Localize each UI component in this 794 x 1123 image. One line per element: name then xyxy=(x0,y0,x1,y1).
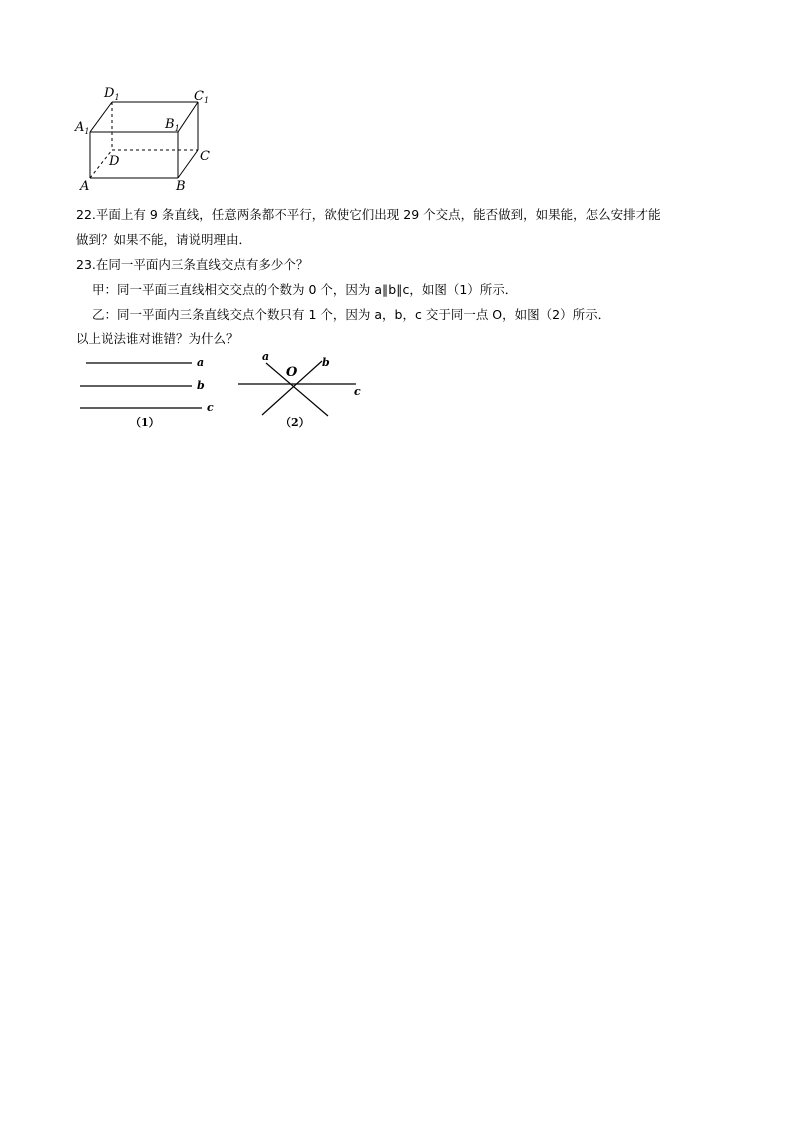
edge-b1-c1 xyxy=(178,102,198,132)
label-b: B xyxy=(176,179,186,194)
label-d: D xyxy=(109,154,120,169)
label-c: C xyxy=(200,149,210,164)
label-d1: $D_1$ xyxy=(104,86,120,102)
label-b1: $B_1$ xyxy=(165,117,180,133)
cuboid-figure xyxy=(72,84,222,194)
label-c: c xyxy=(354,385,361,398)
figure-1-parallel-lines xyxy=(70,352,220,434)
label-a1: $A_1$ xyxy=(75,120,90,136)
figure-2-concurrent-lines xyxy=(232,350,368,434)
edge-b-c xyxy=(178,150,198,178)
label-a: A xyxy=(80,179,90,194)
question-23-claim-jia: 甲：同一平面三直线相交交点的个数为 0 个，因为 a∥b∥c，如图（1）所示． xyxy=(92,282,518,297)
edge-a1-d1 xyxy=(90,102,112,132)
question-23-title: 23.在同一平面内三条直线交点有多少个？ xyxy=(76,257,309,272)
question-23-claim-yi: 乙：同一平面内三条直线交点个数只有 1 个，因为 a，b，c 交于同一点 O，如图（2）所示． xyxy=(92,307,611,322)
label-c: c xyxy=(207,401,214,414)
label-o: O xyxy=(286,365,298,380)
figure-1-caption: （1） xyxy=(130,416,160,429)
question-23-ask: 以上说法谁对谁错？为什么？ xyxy=(76,331,239,346)
label-b: b xyxy=(322,356,330,369)
question-22-line-2: 做到？如果不能，请说明理由． xyxy=(76,232,252,247)
label-a: a xyxy=(197,356,205,369)
label-b: b xyxy=(197,379,205,392)
label-c1: $C_1$ xyxy=(194,89,210,105)
label-a: a xyxy=(262,350,270,363)
figure-2-caption: （2） xyxy=(280,416,310,429)
question-22-line-1: 22.平面上有 9 条直线，任意两条都不平行，欲使它们出现 29 个交点，能否做到，如果能，怎么安排才能 xyxy=(76,207,661,222)
